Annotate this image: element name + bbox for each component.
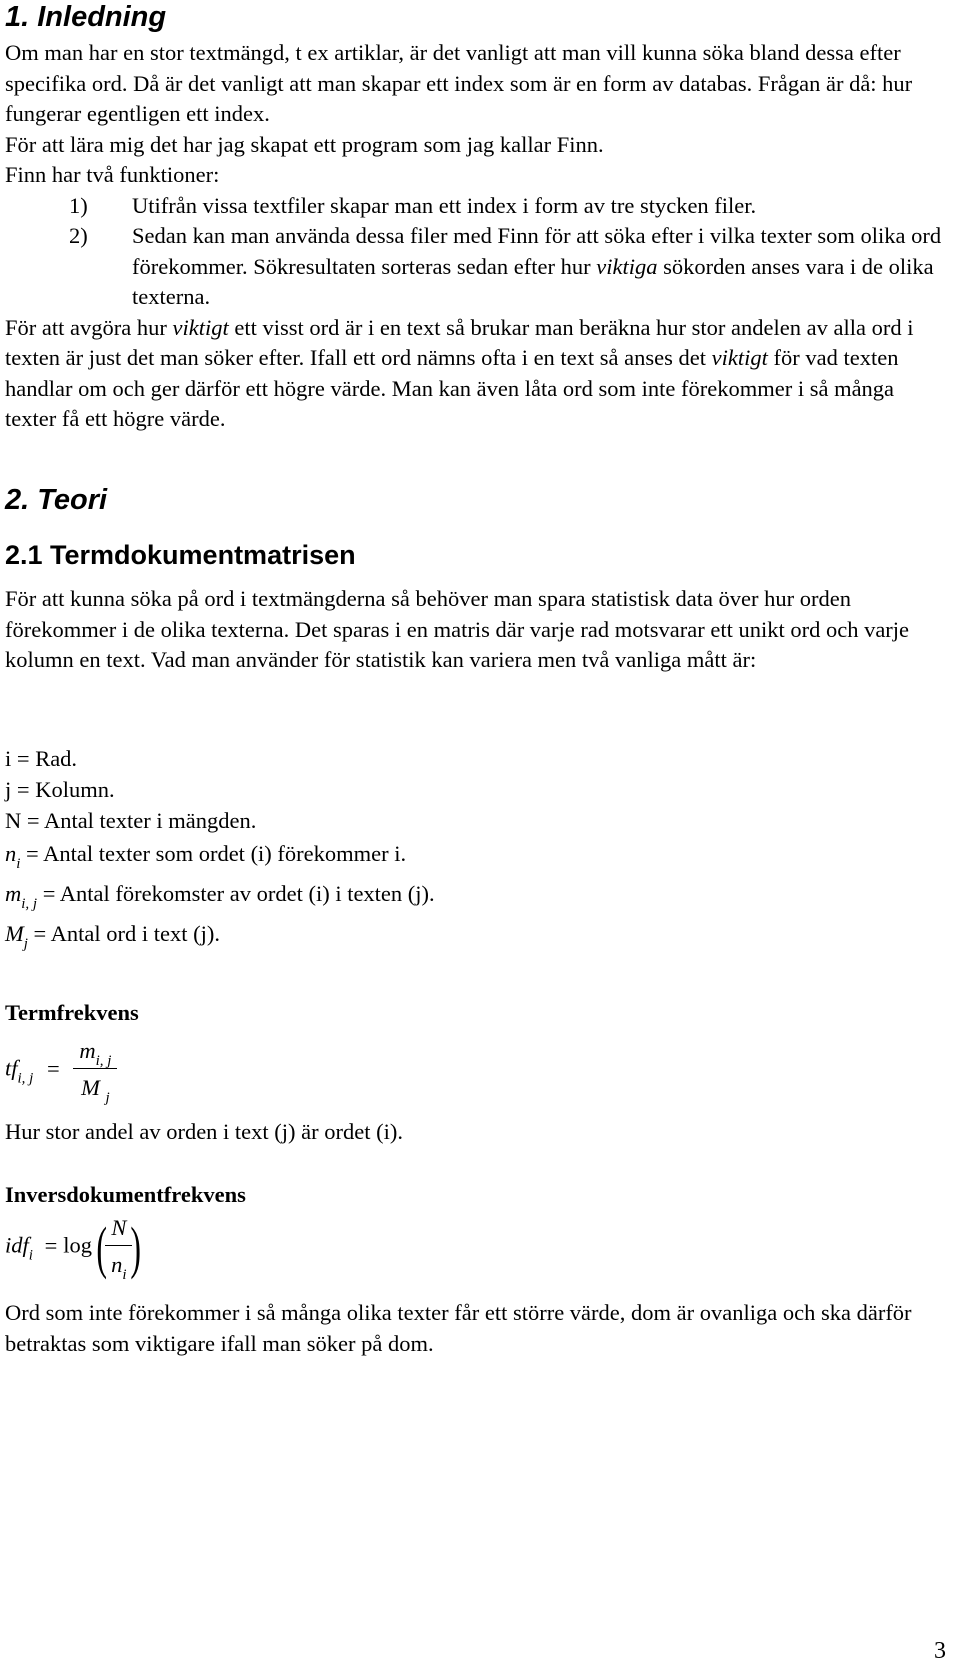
math-symbol: M: [5, 921, 24, 946]
math-subscript: i: [122, 1267, 127, 1283]
math-symbol: m: [5, 881, 22, 906]
intro-paragraph-3: Finn har två funktioner:: [5, 162, 220, 187]
math-symbol: M: [81, 1075, 100, 1100]
page-number: 3: [934, 1638, 946, 1664]
math-symbol: n: [111, 1252, 123, 1277]
fraction-numerator: [105, 1213, 132, 1246]
math-subscript: i, j: [95, 1053, 112, 1069]
math-subscript: i: [16, 856, 21, 872]
formula-heading-inversdokumentfrekvens: Inversdokumentfrekvens: [5, 1182, 246, 1207]
text-run: för vad texten handlar om och ger därför ett högre värde. Man kan även låta ord som inte förekommer i så många texter få ett högre värde.: [5, 345, 899, 431]
teori-paragraph: För att kunna söka på ord i textmängderna så behöver man spara statistisk data över hur orden förekommer i de olika texterna. Det sparas i en matris där varje rad motsvarar ett unikt ord och varje kolumn en text. Vad man använder för statistik kan variera men två vanliga mått är:: [5, 586, 910, 672]
list-item-text: Sedan kan man använda dessa filer med Finn för att söka efter i vilka texter som olika ord förekommer. Sökresultaten sorteras sedan efter hur: [132, 223, 942, 279]
intro-paragraph-4: [5, 313, 950, 435]
definition-item: j = Kolumn.: [5, 777, 115, 802]
emphasis-text: viktiga: [596, 253, 658, 279]
subsection-heading: 2.1 Termdokumentmatrisen: [5, 540, 356, 570]
fraction: [105, 1213, 132, 1282]
fraction-denominator: [105, 1246, 132, 1282]
math-symbol: n: [5, 841, 17, 866]
formula-heading-termfrekvens: Termfrekvens: [5, 1000, 139, 1025]
equals-sign: =: [44, 1232, 58, 1258]
definition-text: = Antal texter som ordet (i) förekommer i.: [20, 841, 407, 866]
math-symbol: m: [79, 1038, 96, 1063]
log-function: log: [63, 1232, 93, 1258]
definition-text: = Antal förekomster av ordet (i) i texten (j).: [37, 881, 435, 906]
definition-item: i = Rad.: [5, 746, 78, 771]
definition-item: [5, 917, 435, 957]
list-item: [5, 221, 950, 313]
definition-item: [5, 837, 435, 877]
text-run: ett visst ord är i en text så brukar man beräkna hur stor andelen av alla ord i texten är just det man söker efter. Ifall ett ord nämns ofta i en text så anses det: [5, 314, 914, 370]
list-item-text: sökorden anses vara i de olika texterna.: [132, 253, 934, 309]
text-run: För att avgöra hur: [5, 314, 173, 340]
equals-sign: =: [46, 1055, 60, 1081]
idf-description: Ord som inte förekommer i så många olika texter får ett större värde, dom är ovanliga och ska därför betraktas som viktigare ifall man söker på dom.: [5, 1300, 912, 1356]
list-item-number: 1): [69, 192, 88, 218]
math-symbol: idf: [5, 1232, 29, 1258]
intro-paragraph-1: Om man har en stor textmängd, t ex artiklar, är det vanligt att man vill kunna söka bland dessa efter specifika ord. Då är det vanligt att man skapar ett index som är en form av databas. Frågan är då: hur fungerar egentligen ett index.: [5, 40, 913, 126]
fraction-denominator: [73, 1069, 117, 1105]
math-symbol: N: [111, 1215, 127, 1240]
math-subscript: i, j: [21, 896, 38, 912]
left-paren-icon: (: [96, 1214, 108, 1280]
section-heading-teori: 2. Teori: [5, 484, 108, 516]
definition-item: [5, 877, 435, 917]
section-heading-inledning: 1. Inledning: [5, 1, 167, 33]
list-item-number: 2): [69, 223, 88, 248]
idf-formula: [5, 1213, 146, 1282]
tf-description: Hur stor andel av orden i text (j) är ordet (i).: [5, 1119, 403, 1144]
math-subscript: i, j: [17, 1070, 34, 1087]
definition-list: [5, 744, 435, 957]
math-subscript: j: [105, 1090, 110, 1106]
math-subscript: i: [28, 1247, 33, 1264]
list-item: [5, 191, 950, 222]
intro-paragraph-2: För att lära mig det har jag skapat ett program som jag kallar Finn.: [5, 131, 604, 157]
right-paren-icon: ): [130, 1214, 142, 1280]
math-subscript: j: [23, 936, 28, 952]
tf-formula: [5, 1036, 117, 1105]
math-symbol: tf: [5, 1055, 18, 1081]
emphasis-text: viktigt: [172, 314, 229, 340]
fraction-numerator: [73, 1036, 117, 1069]
emphasis-text: viktigt: [711, 345, 768, 370]
definition-item: N = Antal texter i mängden.: [5, 808, 257, 833]
intro-text: [5, 38, 950, 435]
fraction: [73, 1036, 117, 1105]
list-item-text: Utifrån vissa textfiler skapar man ett index i form av tre stycken filer.: [132, 192, 757, 218]
definition-text: = Antal ord i text (j).: [27, 921, 220, 946]
